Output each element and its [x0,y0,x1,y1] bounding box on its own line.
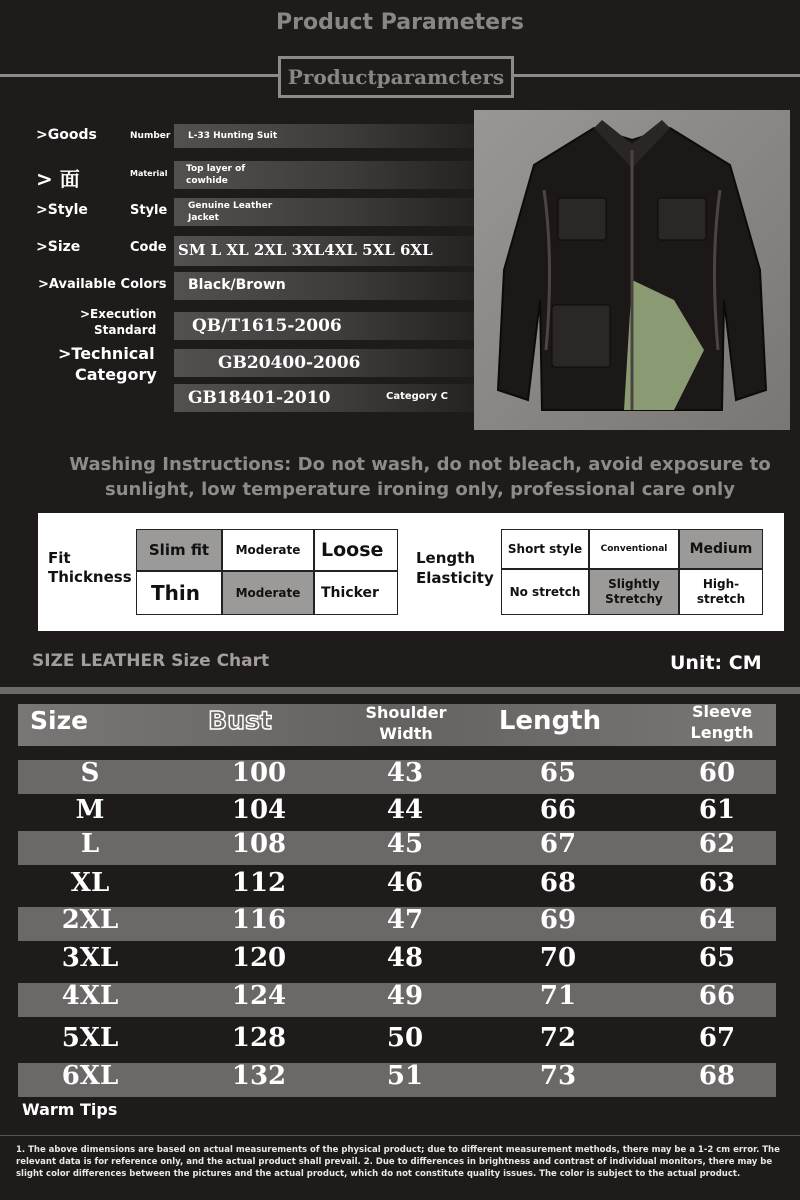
warm-tips-title: Warm Tips [22,1100,118,1119]
header-shoulder-1: Shoulder [365,703,447,722]
fit-panel [38,513,784,631]
length-label-1: Length [416,549,475,567]
jacket-image [474,110,790,430]
size-cell-size: 3XL [61,943,119,973]
exec-label-2: Standard [94,323,157,337]
size-cell-sleeve: 67 [698,1023,736,1053]
size-cell-sleeve: 65 [698,943,736,973]
style-key: Style [130,203,168,218]
size-label: >Size [36,239,81,255]
header-shoulder [346,702,466,744]
size-cell-shoulder: 50 [386,1023,424,1053]
material-key: Material [130,169,168,178]
header-bust: Bust [208,706,272,735]
size-cell-bust: 128 [231,1023,287,1053]
size-cell-shoulder: 45 [386,829,424,859]
size-cell-length: 72 [539,1023,577,1053]
size-cell-length: 73 [539,1061,577,1091]
length-conventional: Conventional [589,529,679,569]
size-cell-sleeve: 61 [698,795,736,825]
header-length: Length [498,706,602,736]
tech-bar-1 [174,349,474,377]
size-cell-length: 67 [539,829,577,859]
size-cell-size: 4XL [61,981,119,1011]
size-cell-bust: 132 [231,1061,287,1091]
size-cell-size: L [80,829,100,859]
size-cell-shoulder: 47 [386,905,424,935]
elasticity-high-2: stretch [696,592,746,606]
material-value-1: Top layer of [186,164,246,174]
size-cell-sleeve: 66 [698,981,736,1011]
divider [0,1135,800,1136]
elasticity-none: No stretch [501,569,589,615]
thickness-thin: Thin [136,571,222,615]
material-bar [174,161,474,189]
size-cell-shoulder: 46 [386,868,424,898]
colors-value: Black/Brown [188,277,286,293]
size-cell-sleeve: 60 [698,758,736,788]
divider [0,687,800,694]
size-cell-size: 5XL [61,1023,119,1053]
colors-label: >Available Colors [38,277,167,292]
elasticity-high-1: High- [702,577,740,591]
header-sleeve-2: Length [690,723,754,742]
size-value: SM L XL 2XL 3XL4XL 5XL 6XL [178,241,433,259]
size-cell-length: 71 [539,981,577,1011]
size-cell-length: 70 [539,943,577,973]
tech-bar-2 [174,384,474,412]
tech-label-1: >Technical [58,344,155,363]
size-cell-sleeve: 62 [698,829,736,859]
thickness-moderate: Moderate [222,571,314,615]
size-cell-shoulder: 51 [386,1061,424,1091]
size-cell-size: 6XL [61,1061,119,1091]
size-cell-bust: 104 [231,795,287,825]
header-sleeve-1: Sleeve [692,702,752,721]
goods-bar [174,124,474,148]
fit-label-1: Fit [48,549,71,567]
goods-value: L-33 Hunting Suit [188,131,278,141]
size-cell-shoulder: 49 [386,981,424,1011]
size-cell-bust: 124 [231,981,287,1011]
goods-key: Number [130,131,171,141]
length-short: Short style [501,529,589,569]
header-size: Size [30,706,89,735]
elasticity-high [679,569,763,615]
style-value-1: Genuine Leather [188,201,273,211]
material-value-2: cowhide [186,176,228,186]
header-sleeve [662,701,782,743]
tech-label-2: Category [75,365,157,384]
size-cell-sleeve: 63 [698,868,736,898]
leather-jacket-illustration [474,110,790,430]
size-cell-sleeve: 64 [698,905,736,935]
style-bar [174,198,474,226]
elasticity-slight-1: Slightly [608,577,660,591]
size-key: Code [130,240,167,255]
header-shoulder-2: Width [379,724,433,743]
size-cell-shoulder: 48 [386,943,424,973]
elasticity-slight [589,569,679,615]
thickness-thicker: Thicker [314,571,398,615]
colors-bar [174,272,474,300]
size-cell-bust: 112 [231,868,287,898]
size-cell-length: 66 [539,795,577,825]
goods-label: >Goods [36,127,97,143]
section-subtitle: Productparamcters [278,56,514,98]
size-cell-shoulder: 44 [386,795,424,825]
size-cell-size: M [75,795,105,825]
style-label: >Style [36,202,88,218]
exec-bar [174,312,474,340]
fit-slim: Slim fit [136,529,222,571]
size-cell-size: XL [70,868,110,898]
size-cell-length: 69 [539,905,577,935]
size-cell-bust: 120 [231,943,287,973]
material-label: > 面 [36,167,80,191]
size-cell-bust: 116 [231,905,287,935]
tech-value-2: GB18401-2010 [188,388,331,408]
tech-value-2-note: Category C [386,391,448,402]
exec-label-1: >Execution [80,307,157,321]
warm-tips-text: 1. The above dimensions are based on actual measurements of the physical product; due to different measurement methods, there may be a 1-2 cm error. The relevant data is for reference only, and the actual product shall prevail. 2. Due to differences in brightness and contrast of individual monitors, there may be slight color differences between the pictures and the actual product, which do not constitute quality issues. The color is subject to the actual product. [16,1145,780,1179]
size-cell-size: S [80,758,100,788]
size-cell-length: 68 [539,868,577,898]
size-chart-unit: Unit: CM [670,652,762,674]
size-cell-shoulder: 43 [386,758,424,788]
length-medium: Medium [679,529,763,569]
exec-value: QB/T1615-2006 [192,316,342,336]
size-cell-bust: 108 [231,829,287,859]
size-bar [174,236,474,266]
washing-instructions: Washing Instructions: Do not wash, do not bleach, avoid exposure to sunlight, low temperature ironing only, professional care only [69,454,771,500]
length-label-2: Elasticity [416,569,494,587]
fit-moderate: Moderate [222,529,314,571]
size-cell-sleeve: 68 [698,1061,736,1091]
page-title: Product Parameters [275,10,524,35]
fit-loose: Loose [314,529,398,571]
size-cell-size: 2XL [61,905,119,935]
size-cell-bust: 100 [231,758,287,788]
elasticity-slight-2: Stretchy [605,592,663,606]
tech-value-1: GB20400-2006 [218,353,361,373]
size-cell-length: 65 [539,758,577,788]
size-chart-heading: SIZE LEATHER Size Chart [32,651,270,671]
fit-label-2: Thickness [48,568,132,586]
style-value-2: Jacket [188,213,219,223]
